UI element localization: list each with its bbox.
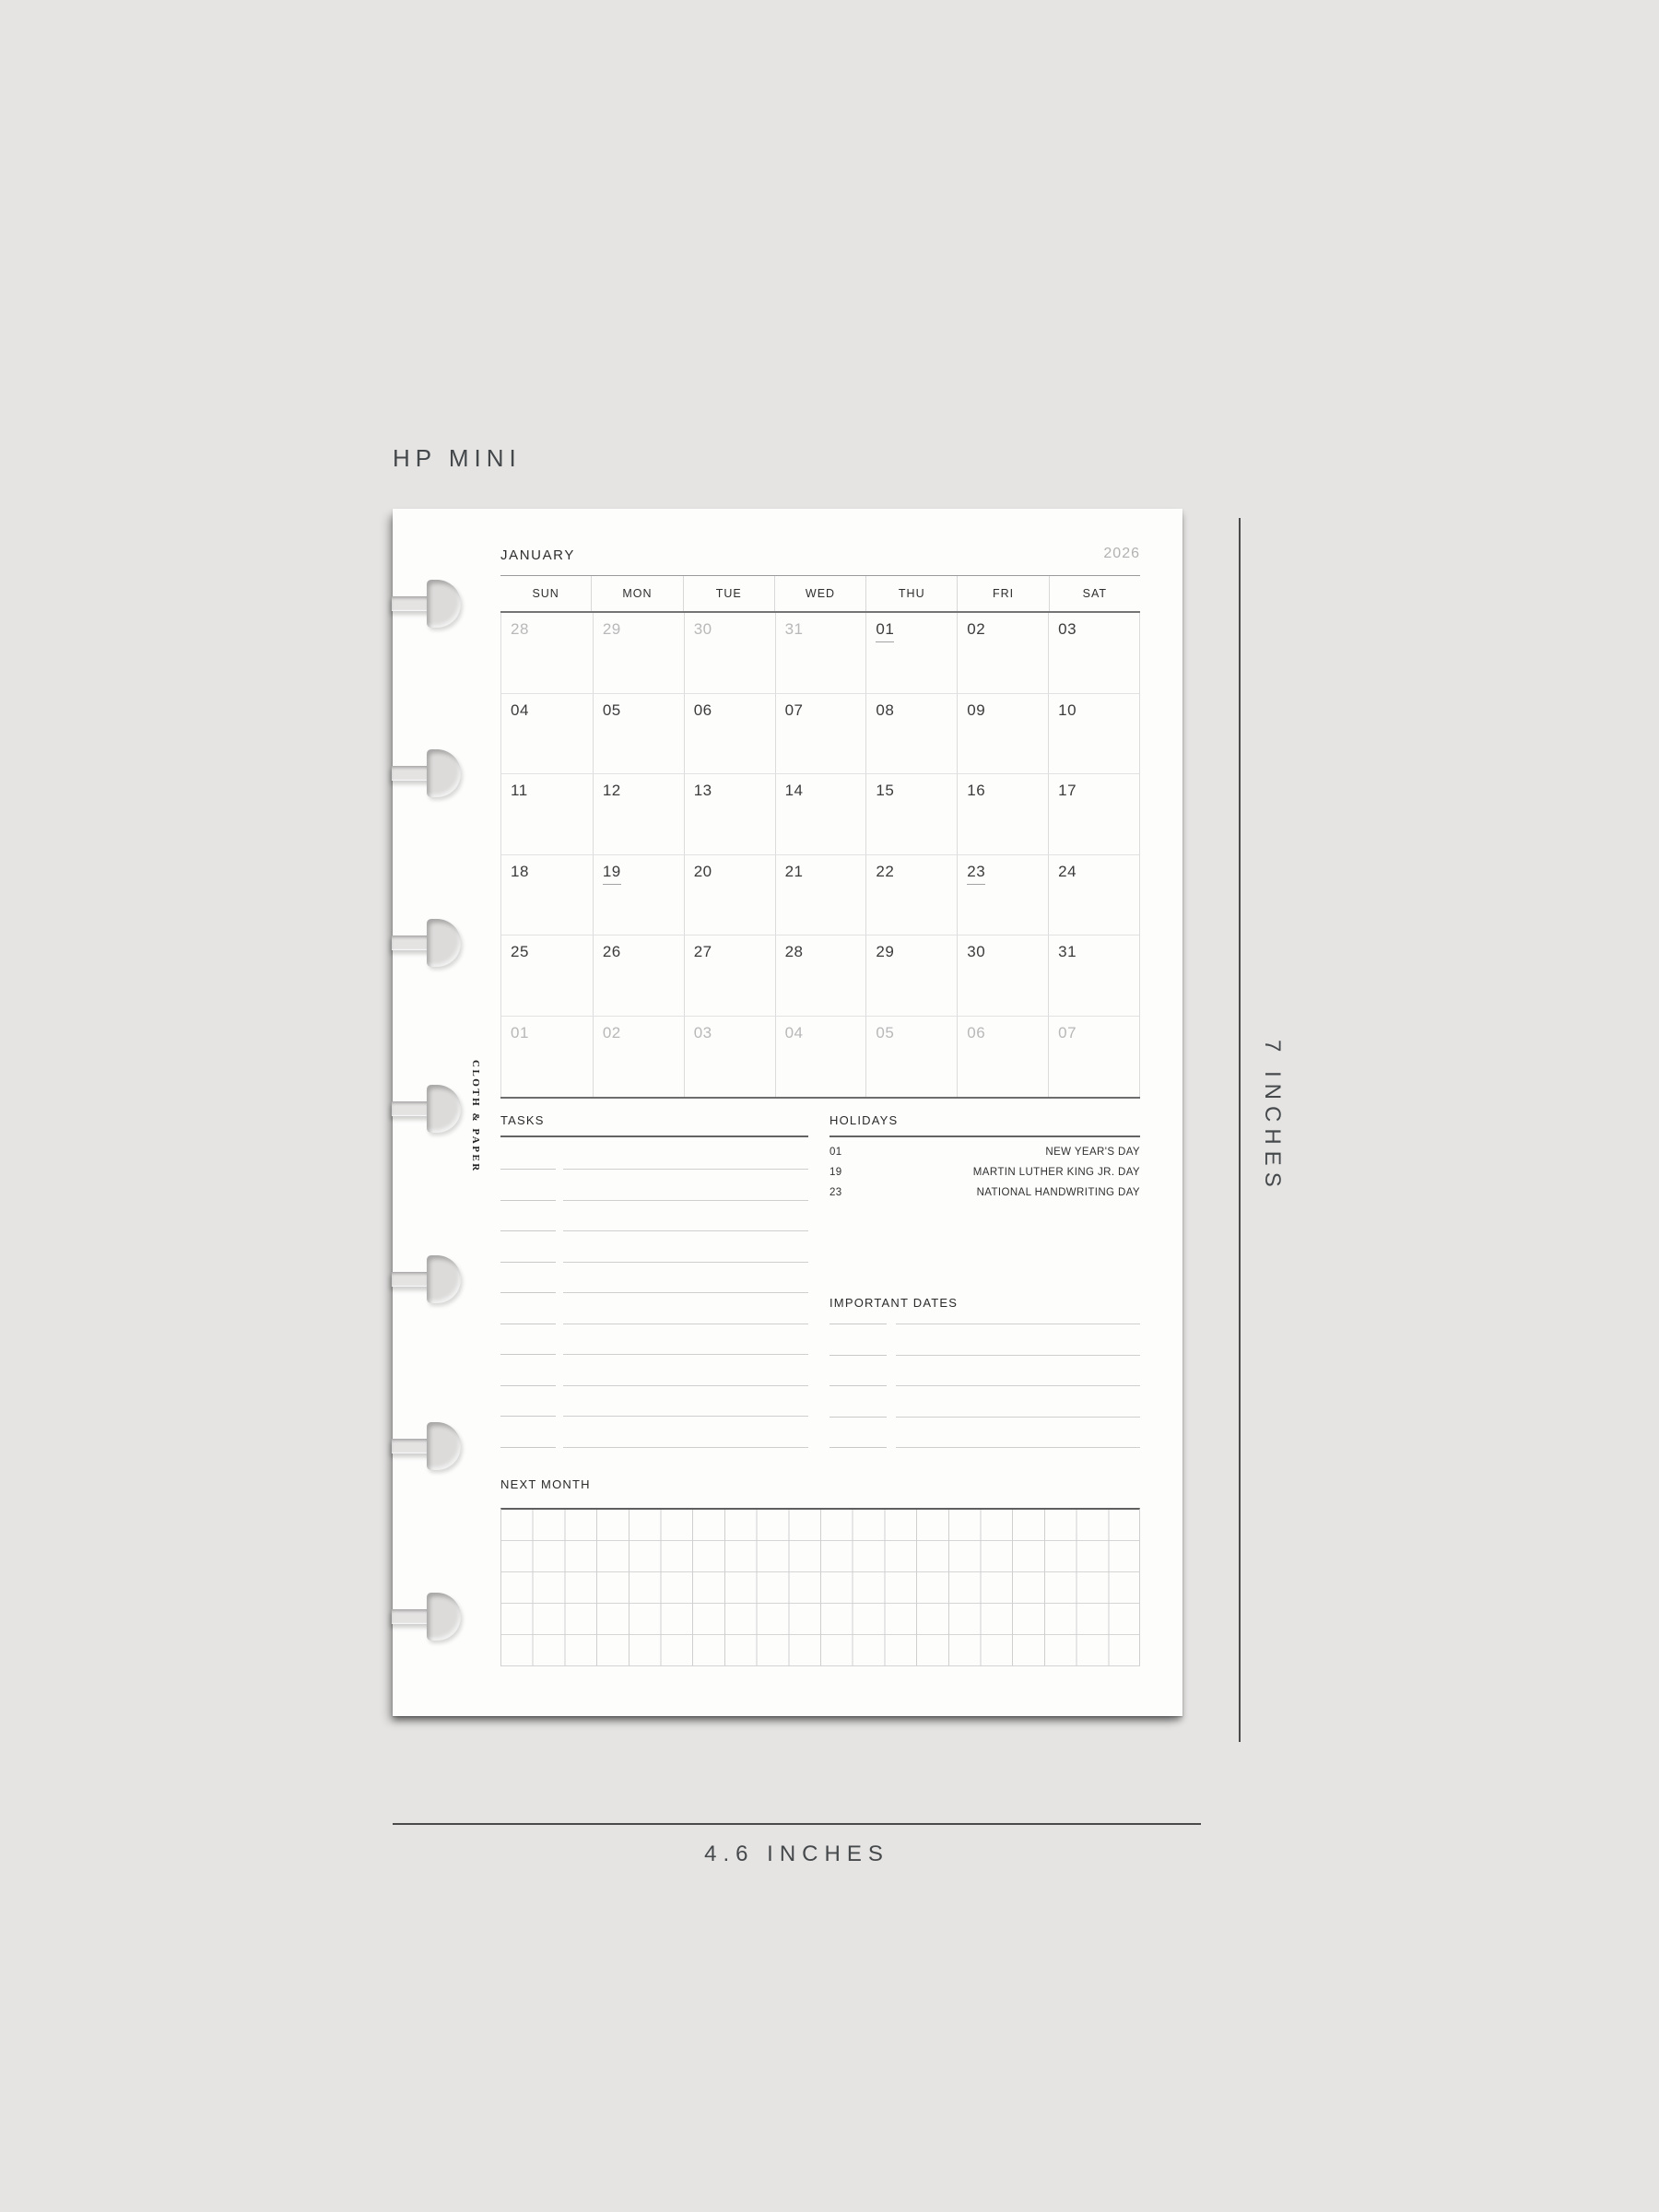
width-dimension-label: 4.6 INCHES [704, 1841, 889, 1866]
calendar-day-cell [1048, 774, 1139, 855]
calendar-day-cell [775, 1017, 866, 1098]
important-dates-section-title: IMPORTANT DATES [830, 1296, 959, 1310]
weekday-header: SUN [532, 587, 559, 600]
calendar-day-cell [593, 935, 684, 1017]
calendar-day-cell [501, 855, 593, 936]
weekday-header: THU [865, 576, 957, 611]
day-number: 03 [1058, 620, 1077, 638]
calendar-day-cell [684, 774, 775, 855]
day-number: 05 [876, 1023, 895, 1041]
calendar-day-cell [593, 774, 684, 855]
weekday-header: SAT [1049, 576, 1140, 611]
day-number: 06 [693, 700, 712, 719]
month-title: JANUARY [500, 547, 575, 563]
calendar-day-cell [957, 694, 1048, 775]
holiday-day: 01 [830, 1147, 842, 1158]
calendar-day-cell [775, 935, 866, 1017]
important-date-date-segment [830, 1417, 887, 1418]
day-number: 02 [602, 1023, 621, 1041]
calendar-day-cell [593, 694, 684, 775]
binding-disc [427, 1085, 461, 1133]
next-month-section-title: NEXT MONTH [500, 1477, 591, 1491]
task-line-date-segment [500, 1447, 556, 1448]
calendar-day-cell [501, 935, 593, 1017]
task-line [500, 1169, 808, 1170]
day-number: 16 [967, 782, 986, 799]
holiday-list [830, 1142, 1140, 1203]
day-number-holiday: 19 [603, 863, 621, 885]
holiday-entry [830, 1162, 1140, 1182]
important-date-date-segment [830, 1355, 887, 1356]
calendar-day-cell [957, 935, 1048, 1017]
day-number: 03 [693, 1023, 712, 1041]
day-number: 10 [1058, 700, 1077, 719]
task-line-text-segment [563, 1447, 808, 1448]
task-line-text-segment [563, 1292, 808, 1293]
important-date-text-segment [896, 1417, 1140, 1418]
product-size-title: HP MINI [393, 444, 522, 472]
year-label: 2026 [1103, 546, 1140, 561]
calendar-day-cell [957, 1017, 1048, 1098]
task-line [500, 1200, 808, 1201]
day-number: 22 [876, 862, 895, 880]
task-line [500, 1230, 808, 1231]
day-number: 29 [602, 620, 621, 638]
important-date-line [830, 1385, 1140, 1386]
task-line-text-segment [563, 1354, 808, 1355]
day-number: 04 [511, 700, 529, 719]
task-line [500, 1447, 808, 1448]
task-line [500, 1292, 808, 1293]
day-number: 17 [1058, 782, 1077, 799]
day-number: 18 [511, 862, 529, 880]
task-line-date-segment [500, 1385, 556, 1386]
holidays-section-title: HOLIDAYS [830, 1113, 899, 1127]
weekday-header: MON [591, 576, 682, 611]
day-number: 26 [602, 943, 621, 960]
calendar-day-cell [775, 694, 866, 775]
calendar-day-cell [501, 774, 593, 855]
task-line-text-segment [563, 1200, 808, 1201]
day-number: 04 [784, 1023, 804, 1041]
calendar-day-cell [684, 935, 775, 1017]
calendar-day-cell [684, 613, 775, 694]
holiday-name: MARTIN LUTHER KING JR. DAY [972, 1167, 1140, 1178]
height-dimension-label: 7 INCHES [1260, 1040, 1285, 1194]
day-number: 12 [602, 782, 621, 799]
important-date-line [830, 1447, 1140, 1448]
calendar-day-cell [957, 613, 1048, 694]
calendar-day-cell [593, 855, 684, 936]
task-line-text-segment [563, 1262, 808, 1263]
day-number: 28 [511, 620, 529, 638]
day-number: 30 [967, 943, 986, 960]
weekday-header: TUE [683, 576, 774, 611]
holiday-entry [830, 1182, 1140, 1203]
tasks-rule [500, 1135, 808, 1137]
calendar-day-cell [501, 1017, 593, 1098]
important-date-date-segment [830, 1385, 887, 1386]
binding-disc [427, 1255, 461, 1303]
day-number: 31 [784, 620, 804, 638]
weekday-header: FRI [957, 576, 1048, 611]
day-number: 21 [784, 862, 804, 880]
calendar-day-cell [957, 855, 1048, 936]
calendar-day-cell [501, 694, 593, 775]
calendar-day-cell [1048, 613, 1139, 694]
important-date-text-segment [896, 1385, 1140, 1386]
day-number-holiday: 01 [876, 620, 894, 642]
calendar-day-cell [1048, 1017, 1139, 1098]
important-date-date-segment [830, 1447, 887, 1448]
day-number: 02 [967, 620, 986, 638]
calendar-day-cell [684, 855, 775, 936]
task-line-date-segment [500, 1200, 556, 1201]
day-number: 25 [511, 943, 529, 960]
day-number: 09 [967, 700, 986, 719]
task-line-date-segment [500, 1230, 556, 1231]
holiday-name: NATIONAL HANDWRITING DAY [976, 1187, 1140, 1198]
binding-disc [427, 749, 461, 797]
day-number: 20 [693, 862, 712, 880]
day-number: 11 [511, 782, 528, 799]
calendar-day-cell [775, 613, 866, 694]
calendar-day-cell [865, 935, 957, 1017]
important-date-text-segment [896, 1355, 1140, 1356]
day-number: 30 [693, 620, 712, 638]
calendar-day-cell [865, 613, 957, 694]
calendar-day-cell [865, 855, 957, 936]
day-number: 07 [1058, 1023, 1077, 1041]
calendar-day-cell [1048, 694, 1139, 775]
task-line-date-segment [500, 1292, 556, 1293]
width-measure-line [393, 1823, 1201, 1825]
calendar-day-cell [501, 613, 593, 694]
task-line-date-segment [500, 1416, 556, 1417]
day-number: 06 [967, 1023, 986, 1041]
calendar-bottom-rule [500, 1097, 1140, 1099]
holiday-name: NEW YEAR'S DAY [1045, 1147, 1140, 1158]
day-number: 01 [511, 1023, 529, 1041]
height-measure-line [1239, 518, 1241, 1742]
binding-disc [427, 1593, 461, 1641]
calendar-day-cell [593, 1017, 684, 1098]
day-number: 14 [784, 782, 804, 799]
binding-disc [427, 919, 461, 967]
important-date-text-segment [896, 1447, 1140, 1448]
task-line-date-segment [500, 1262, 556, 1263]
task-line-date-segment [500, 1169, 556, 1170]
day-number: 15 [876, 782, 895, 799]
task-line-text-segment [563, 1416, 808, 1417]
task-line-text-segment [563, 1230, 808, 1231]
important-date-line [830, 1417, 1140, 1418]
day-number: 07 [784, 700, 804, 719]
task-line [500, 1354, 808, 1355]
binding-disc [427, 580, 461, 628]
next-month-grid [500, 1508, 1140, 1666]
calendar-day-cell [775, 774, 866, 855]
planner-page [393, 509, 1182, 1716]
task-line-date-segment [500, 1354, 556, 1355]
day-number: 24 [1058, 862, 1077, 880]
day-number: 31 [1058, 943, 1077, 960]
calendar-day-cell [957, 774, 1048, 855]
task-line [500, 1385, 808, 1386]
day-number: 08 [876, 700, 895, 719]
day-number: 27 [693, 943, 712, 960]
task-line [500, 1262, 808, 1263]
calendar-day-cell [775, 855, 866, 936]
calendar-day-cell [684, 1017, 775, 1098]
important-date-line [830, 1355, 1140, 1356]
calendar-day-cell [865, 774, 957, 855]
calendar-day-cell [865, 1017, 957, 1098]
day-number-holiday: 23 [967, 863, 985, 885]
calendar-day-cell [865, 694, 957, 775]
binding-disc [427, 1422, 461, 1470]
calendar-day-cell [1048, 935, 1139, 1017]
brand-logo: CLOTH & PAPER [470, 1060, 481, 1173]
calendar-grid [500, 613, 1140, 1097]
holiday-day: 23 [830, 1187, 842, 1198]
tasks-section-title: TASKS [500, 1113, 545, 1127]
weekday-header: WED [774, 576, 865, 611]
day-number: 05 [602, 700, 621, 719]
day-number: 13 [693, 782, 712, 799]
day-number: 28 [784, 943, 804, 960]
holiday-entry [830, 1142, 1140, 1162]
task-line-text-segment [563, 1385, 808, 1386]
task-line [500, 1416, 808, 1417]
calendar-day-cell [593, 613, 684, 694]
calendar-day-cell [684, 694, 775, 775]
task-line-text-segment [563, 1169, 808, 1170]
holidays-rule [830, 1135, 1140, 1137]
weekday-header-row [500, 576, 1140, 611]
day-number: 29 [876, 943, 895, 960]
holiday-day: 19 [830, 1167, 842, 1178]
calendar-day-cell [1048, 855, 1139, 936]
